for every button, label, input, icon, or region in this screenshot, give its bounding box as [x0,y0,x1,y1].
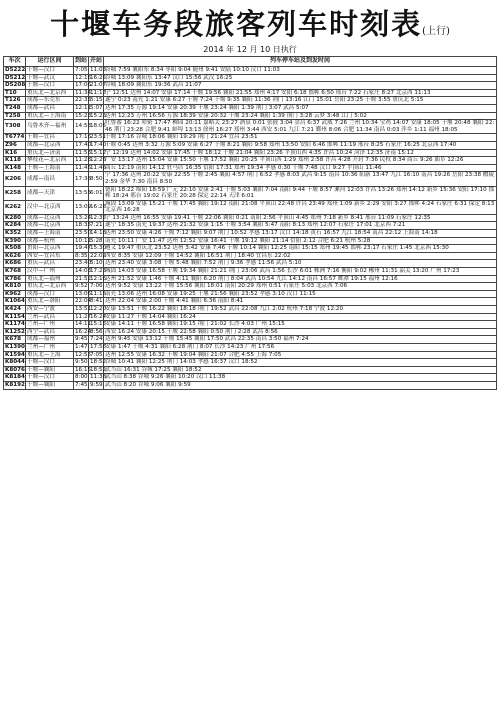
stop-list: 谷城 13:09 襄阳东 13:47 汉口 15:56 武汉 16:25 [104,74,497,82]
arrive-time: 11:53 [75,149,92,156]
stop-list: 宁 17:36 达州 20:22 安康 22:55 十堰 2:45 襄阳 4:57 荆门 6:52 孝感 8:03 武昌 9:15 南昌 10:36 阳新 13:47 九江 16:10 南昌 19:26 岳阳 23:38 醴陵 2:59 金华 7:30 南昌 8:50 [104,172,497,186]
train-number: T308 [4,120,26,134]
table-row [4,313,497,321]
table-row [4,366,497,374]
route: 十堰—汉口 [26,374,74,382]
arrive-time: 14:03 [75,268,92,275]
train-number: K686 [4,260,26,268]
stop-list: 武当山 8:38 谷城 9:26 襄阳 10:20 汉口 11:38 [104,374,497,382]
arrive-time: 9:52 [75,283,88,290]
route: 兰州—广州 [26,321,74,329]
arrive-time: 16:24 [75,328,92,335]
table-row [4,157,497,165]
train-number: K1252 [5,328,25,335]
effective-date: 2014 年 12 月 10 日执行 [203,45,297,54]
timetable [3,56,497,390]
route: 西安—宁波 [26,306,74,314]
depart-time: 12:26 [90,157,107,164]
train-number: K8184 [5,374,25,381]
arrive-time: 8:00 [75,374,88,381]
table-row [4,374,497,382]
train-number: T258 [4,112,26,120]
table-row [4,104,497,112]
stop-list: 达州 12:23 万州 16:56 万源 18:39 安康 20:32 十堰 23:24 襄阳 1:39 荆门 3:28 云梦 3:48 江门 5:02 [104,112,497,120]
route: 十堰—宜昌 [26,134,74,142]
train-number: K148 [4,164,26,172]
depart-time: 16:28 [89,200,104,214]
depart-time: 12:35 [90,214,107,221]
stop-list: 德阳 18:22 绵阳 18:59 广元 22:10 安康 2:41 十堰 5:03 襄阳 7:04 南阳 9:44 十堰 8:57 漯河 12:03 许昌 13:26 郑州 14:12 新乡 15:36 安阳 17:10 邯郸 18:24 邢台 19:02 石家庄 20:28 保定 22:14 天津 6:01 [104,186,497,200]
arrive-time: 11:28 [75,157,92,164]
depart-time: 5:15 [90,97,103,104]
depart-time: 7:06 [90,283,103,290]
arrive-time: 12:11 [75,104,92,111]
train-number: K262 [4,200,26,214]
arrive-time: 13:24 [75,214,92,221]
train-number: K1064 [5,298,25,305]
depart-time: 21:07 [90,82,107,89]
depart-time: 11:38 [90,374,107,381]
stop-list: 谷城 10:41 襄阳 12:25 荆门 14:03 孝感 16:37 汉口 18:52 [104,359,497,367]
table-row [4,164,497,172]
stop-list: 十堰 17:16 谷城 18:06 襄阳 19:29 荆门 21:24 宜昌 23:51 [104,134,497,142]
arrive-time: 13:06 [75,290,92,297]
arrive-time: 13:09 [74,200,89,214]
route: 攀枝花—北京西 [26,157,74,165]
stop-list: 武当山 16:31 谷城 17:25 襄阳 18:52 [104,366,497,374]
stop-list: 城固 13:09 安康 15:21 十堰 17:45 襄阳 19:12 南阳 21:08 平顶山 22:48 许昌 23:49 郑州 1:09 新乡 2:29 安阳 3:27 邯郸 4:24 石家庄 6:31 保定 8:13 北京西 16:28 [104,200,497,214]
train-number: T10 [4,89,26,97]
table-row [4,283,497,291]
route: 成都—福州 [26,336,74,344]
arrive-time: 13:51 [75,306,92,312]
route: 西宁—武昌 [26,328,74,336]
table-row [4,351,497,359]
table-row [4,268,497,276]
stop-list: 安康 1:47 十堰 4:31 襄阳 6:28 荆门 8:07 长沙 14:23 广州 17:56 [104,343,497,351]
arrive-time: 1:47 [75,343,88,350]
train-number: K352 [4,230,26,238]
header-arrive: 到站 [74,57,89,67]
stop-list: 安康 14:11 十堰 16:58 襄阳 19:15 荆门 21:02 长沙 4:03 广州 15:15 [104,321,497,329]
train-number: K8076 [5,366,25,373]
stop-list: 南充 13:06 达州 16:08 安康 19:25 十堰 21:56 襄阳 23:52 孝感 3:10 汉口 11:15 [104,290,497,298]
route: 十堰—襄阳 [26,381,74,389]
depart-time: 12:16 [90,275,107,282]
stop-list: 遂宁 18:35 南充 19:37 达州 21:32 安康 1:15 十堰 3:54 襄阳 5:47 南阳 8:13 郑州 12:07 石家庄 17:01 北京西 7:21 [104,222,497,230]
depart-time: 18:52 [90,366,107,373]
stop-list: 武当山 8:20 谷城 9:06 襄阳 9:59 [104,381,497,389]
route: 重庆北—上海南 [26,112,74,120]
stop-list: 谷城 7:59 襄阳东 8:34 枣阳 9:04 随州 9:41 安陆 10:10 汉口 11:03 [104,67,497,75]
train-number: K258 [4,186,26,200]
route: 汉中—北京西 [26,200,74,214]
stop-list: 达州 9:45 安康 13:12 十堰 15:45 襄阳 17:50 武昌 22:35 南昌 3:50 福州 7:24 [104,336,497,344]
depart-time: 11:03 [90,67,107,73]
stop-list: 西安 16:24 安康 20:15 十堰 22:58 襄阳 0:50 荆门 2:28 武昌 8:56 [104,328,497,336]
arrive-time: 17:36 [74,172,89,186]
table-row [4,321,497,329]
stop-list: 达州 12:55 安康 16:32 十堰 19:04 襄阳 21:07 合肥 4:55 上海 7:05 [104,351,497,359]
route: 重庆北—福州 [26,275,74,283]
depart-time: 5:10 [90,260,103,267]
stop-list: 西安 8:35 安康 12:09 十堰 14:52 襄阳 16:51 荆门 18:40 宜昌东 22:02 [104,252,497,260]
train-number: K284 [4,222,26,230]
depart-time: 5:07 [90,104,103,111]
route: 重庆北—洛阳 [26,298,74,306]
stop-list: 达州 22:04 安康 2:00 十堰 4:41 襄阳 6:36 南阳 8:41 [104,298,497,306]
route: 重庆北—上海 [26,351,74,359]
table-row [4,112,497,120]
depart-time: 7:24 [90,336,103,343]
arrive-time: 11:45 [75,164,92,171]
table-row [4,141,497,149]
header-depart: 开站 [89,57,104,67]
train-number: K1390 [5,343,25,350]
table-row [4,149,497,157]
train-number: K118 [4,157,26,165]
stop-list: 宁 13:24 达州 16:55 安康 19:41 十堰 22:06 襄阳 0:21 南阳 2:56 平顶山 4:45 郑州 7:18 新乡 8:41 邢台 11:09 石家庄 12:35 [104,214,497,222]
arrive-time: 11:27 [75,313,92,320]
table-row [4,298,497,306]
timetable-body [4,67,497,390]
stop-list: 商丘 12:19 南阳 14:12 驻马店 16:35 信阳 17:31 郑州 19:34 孝感 0:30 十堰 7:48 汉口 9:27 平顶山 11:46 [104,164,497,172]
depart-time: 23:51 [90,134,107,141]
train-number: K390 [4,237,26,245]
arrive-time: 11:34 [75,89,92,96]
stop-list: 安康 13:51 十堰 16:22 襄阳 18:18 荆门 19:52 武昌 22:08 九江 2:02 杭州 7:18 宁波 12:20 [104,306,497,314]
stop-list: 达州 21:52 安康 1:46 十堰 4:11 襄阳 6:20 荆门 8:04 武昌 10:54 九江 14:12 南昌 16:57 鹰潭 19:15 福州 12:16 [104,275,497,283]
table-row [4,67,497,75]
route: 重庆—武昌 [26,260,74,268]
route: 贵阳—北京西 [26,245,74,253]
route: 兰州—广州 [26,343,74,351]
train-number: K424 [4,306,26,314]
arrive-time: 17:16 [75,134,92,141]
arrive-time: 12:16 [75,74,92,81]
arrive-time: 14:53 [74,120,89,134]
table-row [4,214,497,222]
arrive-time: 22:35 [75,97,92,104]
stop-list: 城固 14:03 安康 16:58 十堰 19:34 襄阳 21:21 荆门 23:06 武昌 1:56 长沙 6:01 株洲 7:16 衡阳 9:02 郴州 11:31 韶关 13:20 广州 17:23 [104,268,497,276]
arrive-time: 7:05 [75,67,88,73]
depart-time: 17:56 [90,343,107,350]
table-row [4,97,497,105]
train-number: D5208 [5,82,26,89]
arrive-time: 7:45 [75,381,88,388]
table-row [4,74,497,82]
depart-time: 18:52 [90,359,107,366]
table-row [4,290,497,298]
arrive-time: 23:50 [75,230,92,237]
depart-time: 7:21 [90,222,103,229]
depart-time: 11:15 [90,290,107,297]
train-number: K8044 [5,359,25,366]
depart-time: 22:02 [90,252,107,259]
table-row [4,172,497,186]
arrive-time: 13:55 [74,186,89,200]
train-number: D5222 [5,67,26,73]
route: 成都—北京西 [26,222,74,230]
train-number: K8192 [5,381,25,388]
depart-time: 15:30 [90,245,107,252]
table-row [4,89,497,97]
title-text: 十堰车务段旅客列车时刻表 [50,7,423,41]
depart-time: 15:12 [90,149,107,156]
arrive-time: 9:45 [75,336,88,343]
arrive-time: 17:40 [75,141,92,148]
arrive-time: 12:55 [75,351,92,358]
train-number: D5212 [5,74,26,81]
stop-list: 广安 13:17 达州 15:04 安康 15:50 十堰 17:52 襄阳 20:25 平顶山西 1:29 郑州 2:58 许昌 4:28 开封 7:36 民权 8:34 商丘 9:26 曲阜 12:26 [104,157,497,165]
route: 成都—杭州 [26,237,74,245]
route: 十堰—武汉 [26,74,74,82]
table-row [4,252,497,260]
stop-list: 南充 10:11 广安 11:47 达州 12:52 安康 16:41 十堰 19:12 襄阳 21:14 信阳 2:12 合肥 6:21 杭州 5:28 [104,237,497,245]
table-row [4,186,497,200]
depart-time: 16:24 [90,313,107,320]
route: 成都—天津 [26,186,74,200]
table-row [4,120,497,134]
stop-list: 达州 23:50 安康 4:26 十堰 7:12 襄阳 9:07 荆门 10:52 孝感 13:17 汉口 14:18 黄石 16:57 九江 18:54 南昌 22:12 上海南 14:18 [104,230,497,238]
depart-time: 15:15 [90,321,107,328]
table-row [4,222,497,230]
train-number: K1154 [5,313,25,320]
train-number: Z96 [4,141,26,149]
depart-time: 16:25 [90,74,107,81]
table-row [4,381,497,389]
train-number: K280 [4,214,26,222]
table-row [4,336,497,344]
route: 汉中—广州 [26,268,74,276]
depart-time: 11:46 [90,164,107,171]
route: 十堰—汉口 [26,359,74,367]
depart-time: 18:05 [89,120,104,134]
arrive-time: 18:35 [75,222,92,229]
stop-list: 达州 23:40 安康 3:08 十堰 5:48 襄阳 7:52 荆门 9:36 孝感 11:56 武昌 5:10 [104,260,497,268]
route: 重庆北—北京西 [26,283,74,291]
table-row [4,200,497,214]
arrive-time: 8:35 [75,252,88,259]
arrive-time: 17:06 [75,82,92,89]
depart-time: 14:18 [90,230,107,237]
arrive-time: 15:23 [75,112,92,119]
train-number: K1174 [5,321,25,328]
table-header-row [4,57,497,67]
table-row [4,275,497,283]
route: 重庆北—济南 [26,149,74,157]
train-number: T126 [4,97,26,105]
table-row [4,306,497,314]
route: 成都—北京西 [26,141,74,149]
route: 乌鲁木齐—福州 [26,120,74,134]
table-row [4,230,497,238]
train-number: K786 [4,275,26,283]
arrive-time: 9:50 [75,359,88,366]
route: 成都—武昌 [26,104,74,112]
depart-time: 17:23 [90,268,107,275]
train-number: K508 [4,245,26,253]
route: 十堰—汉口 [26,67,74,75]
table-row [4,359,497,367]
depart-time: 9:59 [90,381,103,388]
arrive-time: 23:40 [75,260,92,267]
header-route: 运行区间 [26,57,74,67]
stop-list: 吐鲁番 16:22 哈密 17:47 柳园 20:11 嘉峪关 23:27 酒泉 0:01 张掖 3:04 金昌 6:37 武威 7:26 兰州 10:34 宝鸡 14:07 安康 18:05 十堰 20:48 襄阳 22:46 荆门 23:28 合肥 9:41 蚌埠 13:13 徐州 16:27 郑州 3:44 西安 5:01 九江 7:21 鄞州 8:06 合肥 11:34 南昌 0:03 萍乡 1:11 福州 18:05 [104,120,497,134]
stop-list: 宁 12:51 达州 14:07 安康 17:14 十堰 19:56 襄阳 21:55 郑州 4:17 安阳 6:18 邯郸 6:50 邢台 7:22 石家庄 8:27 北京西 11:13 [104,89,497,97]
route: 十堰—襄阳 [26,366,74,374]
route: 成都—东莞东 [26,97,74,105]
route: 成都—上海南 [26,230,74,238]
depart-time: 8:50 [89,172,104,186]
stop-list: 十堰 0:45 达州 3:32 万源 5:09 安康 6:27 十堰 8:21 襄阳 9:58 郑州 13:50 安阳 6:46 邯郸 11:19 邢台 8:25 石家庄 16:25 北京西 17:40 [104,141,497,149]
route: 兰州—武昌 [26,313,74,321]
table-row [4,260,497,268]
stop-list: 遂宁 0:23 南充 1:21 安康 6:27 十堰 7:24 十堰 9:35 襄阳 11:36 荆门 13:16 江门 15:01 岳阳 23:25 十堰 3:55 重庆北 5:15 [104,97,497,105]
route: 成都—汉口 [26,290,74,298]
stop-list: 达州 17:35 万源 19:14 安康 20:39 十堰 23:24 襄阳 1:39 荆门 3:07 武昌 5:07 [104,104,497,112]
table-row [4,134,497,142]
train-number: T6774 [5,134,25,141]
depart-time: 11:13 [90,89,107,96]
arrive-time: 14:11 [75,321,92,328]
train-number: K768 [4,268,26,276]
table-row [4,245,497,253]
train-number: K626 [4,252,26,260]
arrive-time: 21:52 [75,275,92,282]
depart-time: 6:01 [89,186,104,200]
table-row [4,82,497,90]
depart-time: 5:28 [90,237,103,244]
train-number: K678 [4,336,26,344]
train-number: K206 [4,172,26,186]
route: 成都—南昌 [26,172,74,186]
arrive-time: 22:04 [75,298,92,305]
header-stops: 列车停车站及到发时间 [104,57,497,67]
route: 十堰—汉口 [26,82,74,90]
title-direction: (上行) [422,26,450,37]
depart-time: 7:05 [90,351,103,358]
route: 成都—北京西 [26,214,74,222]
train-number: T248 [4,104,26,112]
table-row [4,343,497,351]
train-number: K1594 [5,351,25,358]
depart-time: 17:40 [90,141,107,148]
arrive-time: 10:11 [75,237,92,244]
table-row [4,328,497,336]
route: 重庆北—北京西 [26,89,74,97]
arrive-time: 16:15 [75,366,92,373]
route: 十堰—上海南 [26,164,74,172]
train-number: K16 [4,149,26,157]
table-row [4,237,497,245]
stop-list: 宁 12:19 达州 14:02 安康 17:45 十堰 18:12 十堰 21:04 襄阳 23:26 平顶山西 4:35 许昌 10:24 菏泽 12:35 济南 15:12 [104,149,497,157]
stop-list: 达州 9:52 安康 13:22 十堰 15:56 襄阳 18:01 南阳 20:29 郑州 0:51 石家庄 5:03 北京西 7:06 [104,283,497,291]
route: 西安—宜昌东 [26,252,74,260]
train-number: K810 [4,283,26,291]
train-number: K962 [4,290,26,298]
depart-time: 8:41 [90,298,103,305]
header-train-no: 车次 [4,57,26,67]
stop-list: 遵义 19:47 重庆北 23:52 达州 3:42 安康 7:46 十堰 10:14 襄阳 12:25 南阳 15:15 郑州 19:45 邯郸 23:17 石家庄 1:45 北京西 15:30 [104,245,497,253]
stop-list: 谷城 18:09 襄阳东 19:36 武昌 21:07 [104,82,497,90]
depart-time: 12:20 [90,306,107,312]
arrive-time: 19:47 [75,245,92,252]
depart-time: 8:56 [90,328,103,335]
stop-list: 安康 11:27 十堰 14:04 襄阳 16:24 [104,313,497,321]
depart-time: 15:23 [90,112,107,119]
